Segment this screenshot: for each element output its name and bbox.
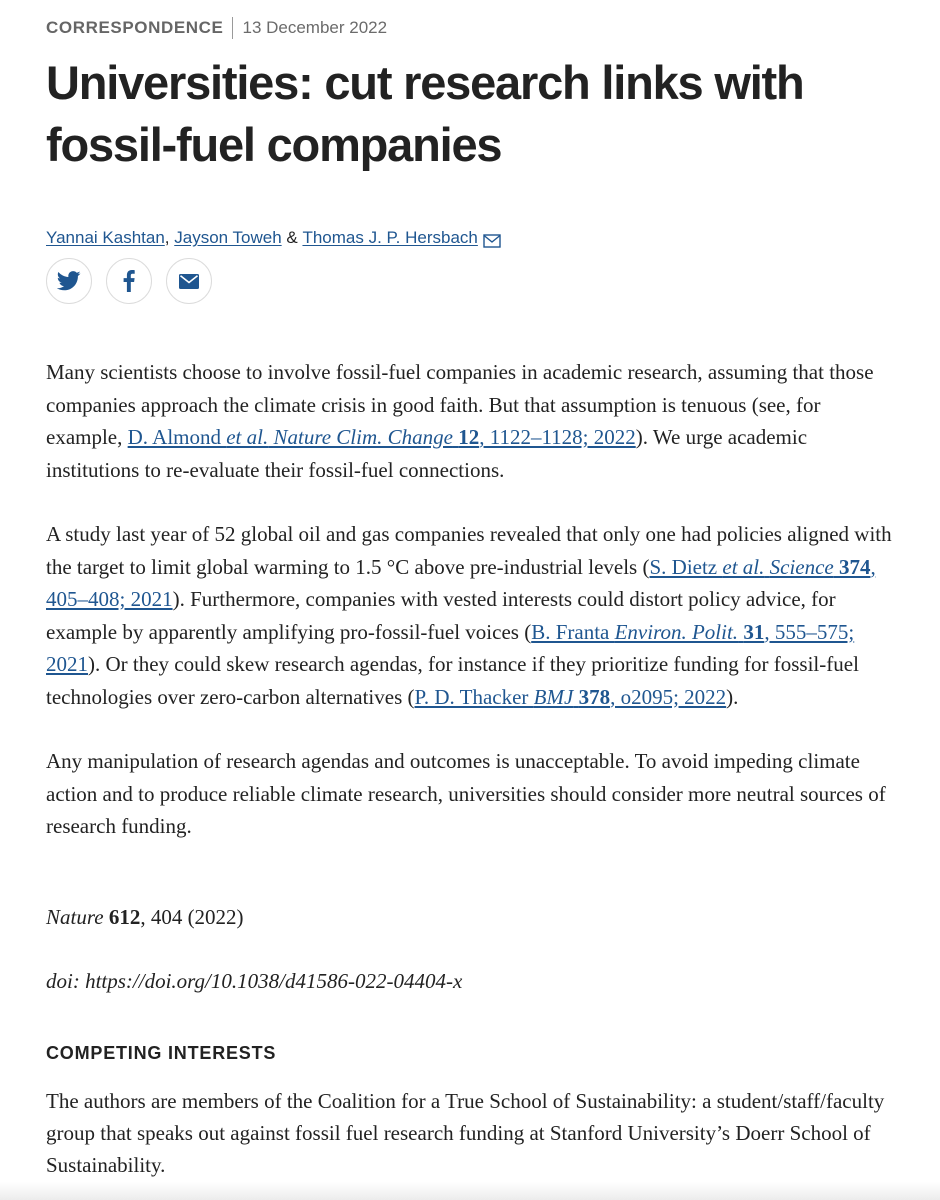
author-separator: &: [281, 228, 303, 247]
share-twitter-button[interactable]: [46, 258, 92, 304]
author-link[interactable]: Thomas J. P. Hersbach: [302, 228, 478, 247]
share-buttons: [46, 258, 212, 304]
facebook-icon: [123, 270, 135, 292]
reference-link[interactable]: B. Franta Environ. Polit. 31, 555–575; 2021: [46, 619, 855, 676]
reference-link[interactable]: D. Almond et al. Nature Clim. Change 12, 1122–1128; 2022: [127, 425, 636, 449]
body-paragraph: A study last year of 52 global oil and gas companies revealed that only one had policies aligned with the target to limit global warming to 1.5 °C above pre-industrial levels (S. Dietz et al. Science 374, 405–408; 2021). Furthermore, companies with vested interests could distort policy advice, for example by apparently amplifying pro-fossil-fuel voices (B. Franta Environ. Polit. 31, 555–575; 2021). Or they could skew research agendas, for instance if they prioritize funding for fossil-fuel technologies over zero-carbon alternatives (P. D. Thacker BMJ 378, o2095; 2022).: [46, 522, 892, 709]
twitter-icon: [57, 271, 81, 291]
author-separator: ,: [164, 228, 175, 247]
article-body: [46, 356, 896, 875]
competing-interests-text: The authors are members of the Coalition for a True School of Sustainability: a student/staff/faculty group that speaks out against fossil fuel research funding at Stanford University’s Doerr School of Sustainability.: [46, 1089, 885, 1177]
reference-link[interactable]: P. D. Thacker BMJ 378, o2095; 2022: [414, 684, 727, 709]
article-type: CORRESPONDENCE: [46, 18, 224, 37]
body-paragraph: Many scientists choose to involve fossil-fuel companies in academic research, assuming that those companies approach the climate crisis in good faith. But that assumption is tenuous (see, for example, D. Almond et al. Nature Clim. Change 12, 1122–1128; 2022). We urge academic institutions to re-evaluate their fossil-fuel connections.: [46, 360, 874, 482]
author-list: [46, 226, 501, 250]
article-title: Universities: cut research links with fossil-fuel companies: [46, 56, 804, 171]
author-email-icon[interactable]: [483, 231, 501, 245]
share-email-button[interactable]: [166, 258, 212, 304]
article-meta: [46, 17, 387, 39]
journal-citation: Nature 612, 404 (2022): [46, 905, 244, 929]
doi-line: doi: https://doi.org/10.1038/d41586-022-04404-x: [46, 969, 463, 993]
meta-divider: [232, 17, 233, 39]
publish-date: 13 December 2022: [242, 18, 388, 37]
email-icon: [179, 274, 199, 289]
reference-link[interactable]: S. Dietz et al. Science 374, 405–408; 2021: [46, 554, 876, 611]
author-link[interactable]: Jayson Toweh: [174, 228, 282, 247]
bottom-edge: [0, 1182, 940, 1200]
share-facebook-button[interactable]: [106, 258, 152, 304]
competing-interests-heading: COMPETING INTERESTS: [46, 1043, 277, 1063]
author-link[interactable]: Yannai Kashtan: [46, 228, 165, 247]
body-paragraph: Any manipulation of research agendas and outcomes is unacceptable. To avoid impeding climate action and to produce reliable climate research, universities should consider more neutral sources of research funding.: [46, 749, 886, 838]
